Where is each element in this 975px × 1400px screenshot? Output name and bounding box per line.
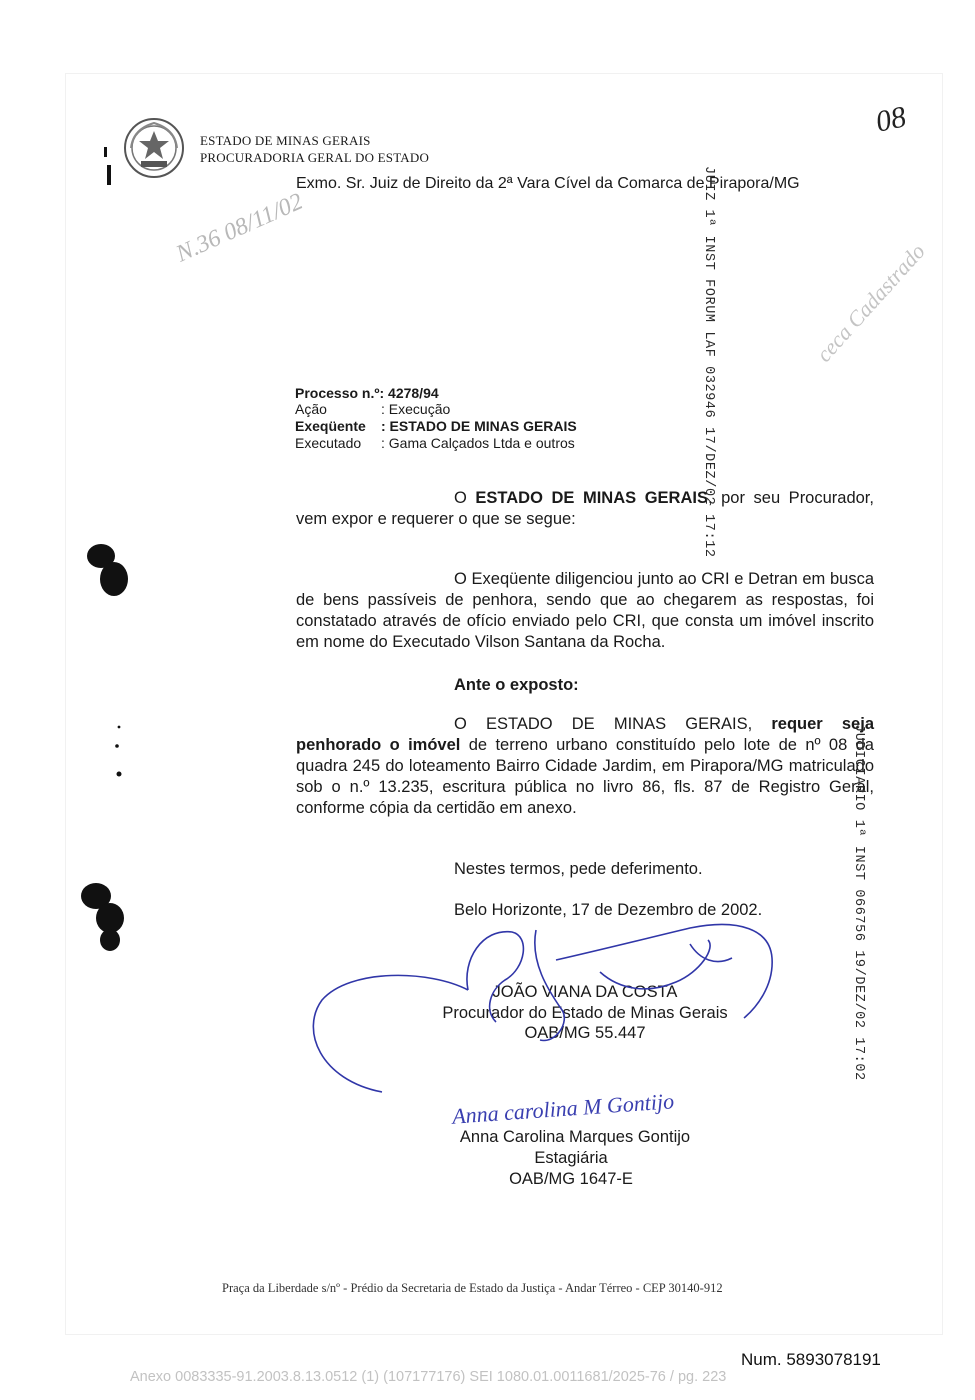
request-bold: requer seja penhorado o imóvel — [296, 715, 874, 754]
header-procuradoria: PROCURADORIA GERAL DO ESTADO — [200, 150, 430, 165]
handwritten-right-note: ceca Cadastrado — [811, 238, 930, 367]
date-line: Belo Horizonte, 17 de Dezembro de 2002. — [454, 901, 763, 919]
handwritten-margin-note: N.36 08/11/02 — [172, 188, 307, 268]
request-rest: de terreno urbano constituído pelo lote de nº 08 da quadra 245 do loteamento Bairro Cidade Jardim, em Pirapora/MG matriculado sob o n.º 13.235, escritura pública no livro 86, fls. 87 de Registro Geral, conforme cópia da certidão em anexo. — [296, 736, 874, 817]
process-exequente — [295, 418, 577, 434]
request-start: O ESTADO DE MINAS GERAIS, — [454, 715, 753, 733]
exequente-label: Exeqüente — [295, 418, 366, 434]
intro-bold: ESTADO DE MINAS GERAIS — [475, 489, 708, 507]
executado-value: : Gama Calçados Ltda e outros — [381, 435, 575, 451]
intern-name: Anna Carolina Marques Gontijo — [459, 1128, 691, 1146]
annex-reference: Anexo 0083335-91.2003.8.13.0512 (1) (107177176) SEI 1080.01.0011681/2025-76 / pg. 223 — [130, 1369, 727, 1385]
process-acao — [295, 401, 450, 417]
process-executado — [295, 435, 575, 451]
intro-rest: , por seu Procurador, vem expor e requerer o que se segue: — [296, 489, 874, 528]
protocol-stamp-2: JUDICIARIO 1ª INST 066756 19/DEZ/02 17:02 — [851, 724, 866, 1081]
intern-handwritten-signature: Anna carolina M Gontijo — [451, 1088, 675, 1129]
paragraph-diligence-text: O Exeqüente diligenciou junto ao CRI e Detran em busca de bens passíveis de penhora, sendo que ao chegarem as respostas, foi constatado através de ofício enviado pelo CRI, que consta um imóvel inscrito em nome do Executado Vilson Santana da Rocha. — [296, 570, 874, 651]
acao-label: Ação — [295, 401, 327, 417]
intro-paragraph — [296, 488, 874, 530]
process-number-value: 4278/94 — [388, 385, 439, 401]
acao-value: : Execução — [381, 401, 451, 417]
protocol-stamp-1: JUIZ 1ª INST FORUM LAF 032946 17/DEZ/02 17:12 — [701, 166, 716, 558]
footer-address: Praça da Liberdade s/nº - Prédio da Secretaria de Estado da Justiça - Andar Térreo - CEP 30140-912 — [222, 1281, 723, 1295]
paragraph-diligence — [296, 569, 874, 653]
process-number-label: Processo n.º: — [295, 385, 385, 401]
document-number: Num. 5893078191 — [741, 1350, 881, 1369]
addressee: Exmo. Sr. Juiz de Direito da 2ª Vara Cível da Comarca de Pirapora/MG — [296, 175, 800, 192]
ante-exposto: Ante o exposto: — [454, 676, 579, 694]
intern-title: Estagiária — [534, 1149, 608, 1167]
process-number — [295, 385, 439, 401]
executado-label: Executado — [295, 435, 362, 451]
exequente-value: : ESTADO DE MINAS GERAIS — [381, 418, 577, 434]
signatory-name: JOÃO VIANA DA COSTA — [492, 983, 678, 1001]
intern-oab: OAB/MG 1647-E — [509, 1170, 633, 1188]
closing-line: Nestes termos, pede deferimento. — [454, 860, 703, 878]
handwritten-page-number: 08 — [872, 100, 909, 139]
paragraph-request — [296, 714, 874, 819]
intro-first: O — [454, 489, 467, 507]
coat-of-arms-seal — [123, 117, 185, 179]
signatory-oab: OAB/MG 55.447 — [524, 1024, 646, 1042]
header-state: ESTADO DE MINAS GERAIS — [200, 133, 371, 148]
signatory-title: Procurador do Estado de Minas Gerais — [442, 1004, 728, 1022]
